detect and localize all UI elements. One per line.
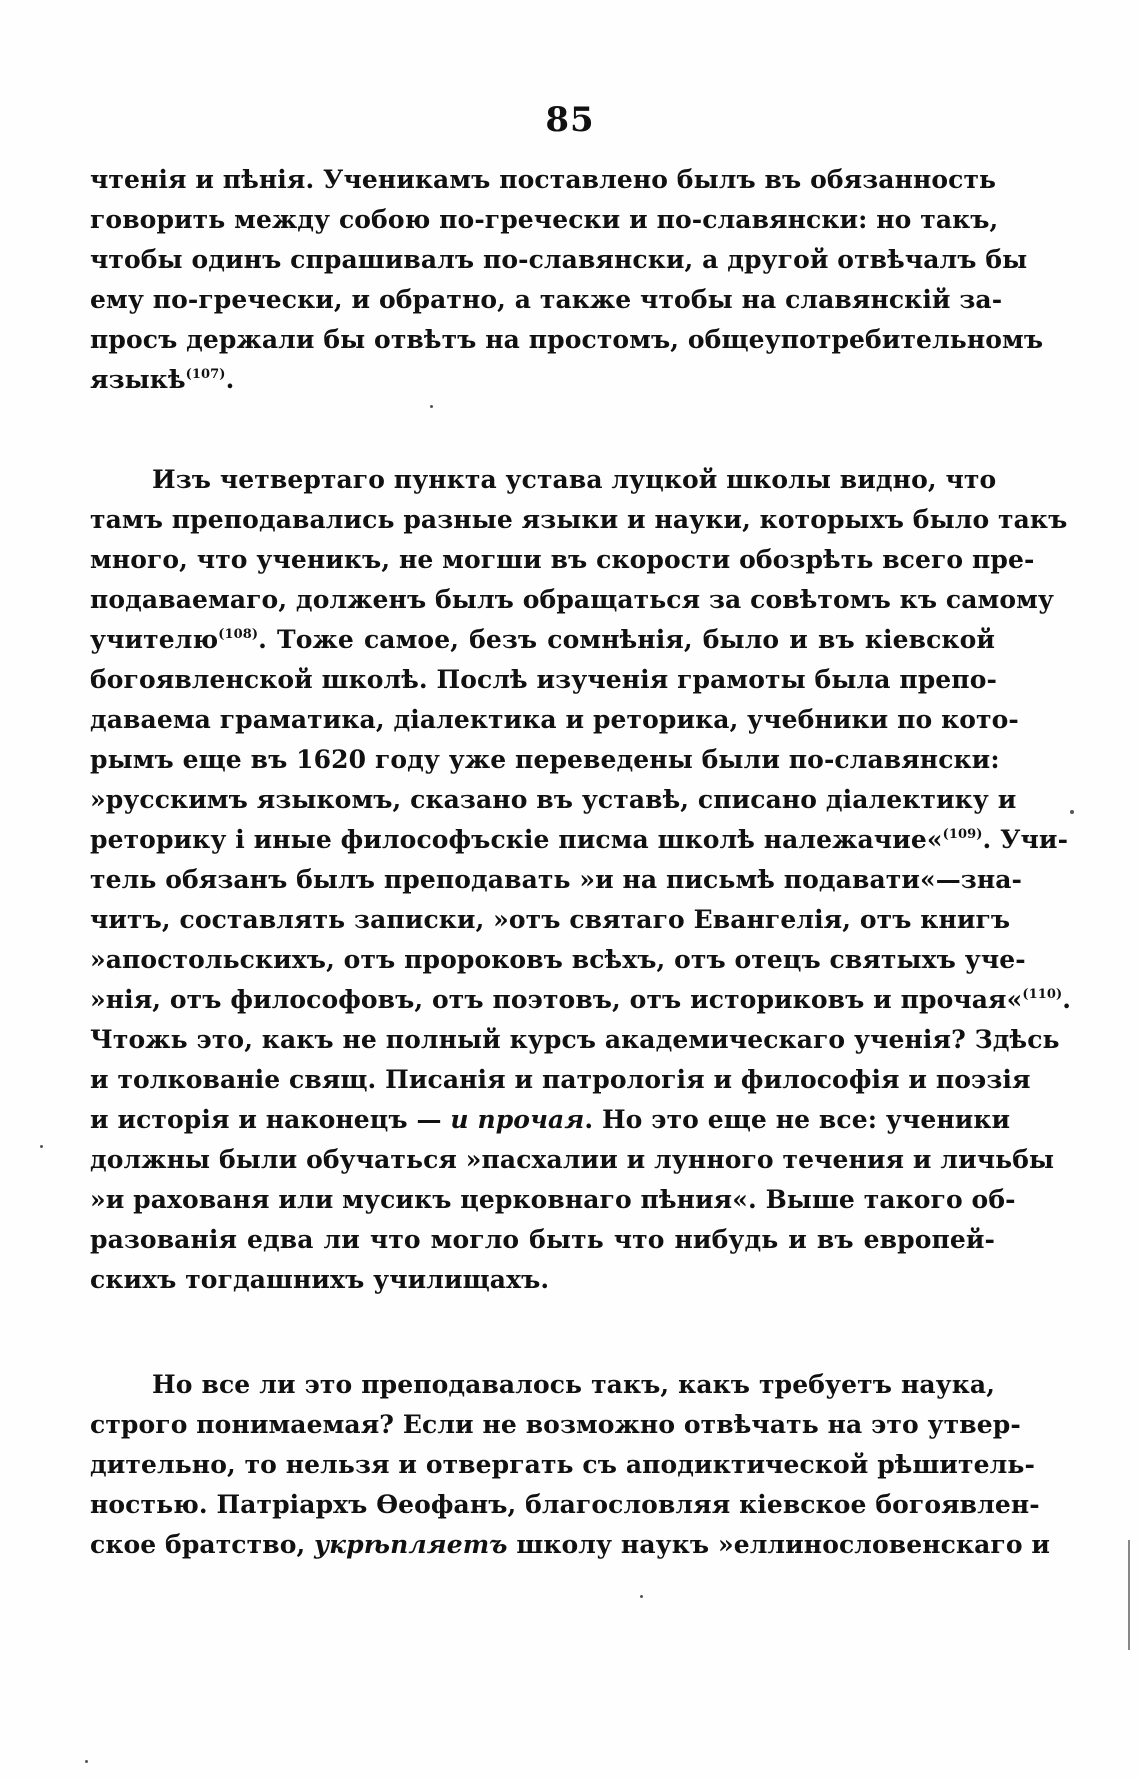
footnote-ref: (108) xyxy=(218,627,259,642)
text-line xyxy=(90,360,995,400)
paragraph-2 xyxy=(90,460,1072,1300)
text-line: »и рахованя или мусикъ церковнаго пѣния«. Выше такого об- xyxy=(90,1185,1016,1214)
line-text: школу наукъ »еллинословенскаго и xyxy=(507,1530,1051,1559)
paragraph-1 xyxy=(90,160,1044,400)
text-line: Чтожь это, какъ не полный курсъ академическаго ученія? Здѣсь xyxy=(90,1025,1060,1054)
footnote-ref: (107) xyxy=(185,367,226,382)
text-line: ностью. Патріархъ Ѳеофанъ, благословляя кіевское богоявлен- xyxy=(90,1490,1040,1519)
text-line: Но все ли это преподавалось такъ, какъ требуетъ наука, xyxy=(152,1370,995,1399)
text-line xyxy=(90,1100,1011,1140)
text-line: должны были обучаться »пасхалии и лунного течения и личьбы xyxy=(90,1145,1055,1174)
line-text: ское братство, xyxy=(90,1530,315,1559)
text-line: Изъ четвертаго пункта устава луцкой школы видно, что xyxy=(152,465,997,494)
italic-text: укрѣпляетъ xyxy=(314,1530,508,1559)
text-line: много, что ученикъ, не могши въ скорости обозрѣть всего пре- xyxy=(90,545,1035,574)
line-text: и исторія и наконецъ — xyxy=(90,1105,451,1134)
line-text: учителю xyxy=(90,625,219,654)
text-line: »апостольскихъ, отъ пророковъ всѣхъ, отъ отецъ святыхъ уче- xyxy=(90,945,1026,974)
line-text: . Но это еще не все: ученики xyxy=(584,1105,1011,1134)
line-text: . Учи- xyxy=(982,825,1069,854)
scan-speck xyxy=(40,1145,43,1148)
line-text: »нія, отъ философовъ, отъ поэтовъ, отъ историковъ и прочая« xyxy=(90,985,1023,1014)
text-line xyxy=(90,980,1072,1020)
text-line: подаваемаго, долженъ былъ обращаться за совѣтомъ къ самому xyxy=(90,585,1055,614)
line-text: . xyxy=(225,365,235,394)
text-line xyxy=(90,820,1069,860)
line-text: реторику і иные философъскіе писма школѣ належачие« xyxy=(90,825,943,854)
text-line: чтенія и пѣнія. Ученикамъ поставлено былъ въ обязанность xyxy=(90,165,997,194)
text-line: дительно, то нельзя и отвергать съ аподиктической рѣшитель- xyxy=(90,1450,1035,1479)
text-line: ему по-гречески, и обратно, а также чтобы на славянскій за- xyxy=(90,285,1003,314)
text-line: разованія едва ли что могло быть что нибудь и въ европей- xyxy=(90,1225,995,1254)
text-line: читъ, составлять записки, »отъ святаго Евангелія, отъ книгъ xyxy=(90,905,1011,934)
text-line: »русскимъ языкомъ, сказано въ уставѣ, списано діалектику и xyxy=(90,785,1017,814)
text-line: тель обязанъ былъ преподавать »и на письмѣ подавати«—зна- xyxy=(90,865,1023,894)
text-line: строго понимаемая? Если не возможно отвѣчать на это утвер- xyxy=(90,1410,1021,1439)
italic-text: и прочая xyxy=(450,1105,585,1134)
line-text: языкѣ xyxy=(90,365,186,394)
scan-speck xyxy=(85,1760,88,1763)
text-line: рымъ еще въ 1620 году уже переведены были по-славянски: xyxy=(90,745,1000,774)
text-line: говорить между собою по-гречески и по-славянски: но такъ, xyxy=(90,205,999,234)
scan-speck xyxy=(430,405,433,408)
footnote-ref: (110) xyxy=(1022,987,1063,1002)
text-line: даваема граматика, діалектика и реторика, учебники по кото- xyxy=(90,705,1019,734)
scan-speck xyxy=(640,1595,643,1598)
text-line: и толкованіе свящ. Писанія и патрологія и философія и поэзія xyxy=(90,1065,1031,1094)
text-line: тамъ преподавались разные языки и науки, которыхъ было такъ xyxy=(90,505,1068,534)
line-text: . Тоже самое, безъ сомнѣнія, было и въ кіевской xyxy=(258,625,995,654)
line-text: . xyxy=(1062,985,1072,1014)
text-line: чтобы одинъ спрашивалъ по-славянски, а другой отвѣчалъ бы xyxy=(90,245,1028,274)
scan-speck xyxy=(1070,810,1074,814)
page-number: 85 xyxy=(545,100,595,140)
text-line: скихъ тогдашнихъ училищахъ. xyxy=(90,1265,550,1294)
text-line xyxy=(90,1525,1051,1565)
text-line: богоявленской школѣ. Послѣ изученія грамоты была препо- xyxy=(90,665,997,694)
text-line xyxy=(90,620,995,660)
paragraph-3 xyxy=(90,1365,1051,1565)
text-line: просъ держали бы отвѣтъ на простомъ, общеупотребительномъ xyxy=(90,325,1044,354)
footnote-ref: (109) xyxy=(942,827,983,842)
scan-edge-line xyxy=(1128,1540,1130,1650)
